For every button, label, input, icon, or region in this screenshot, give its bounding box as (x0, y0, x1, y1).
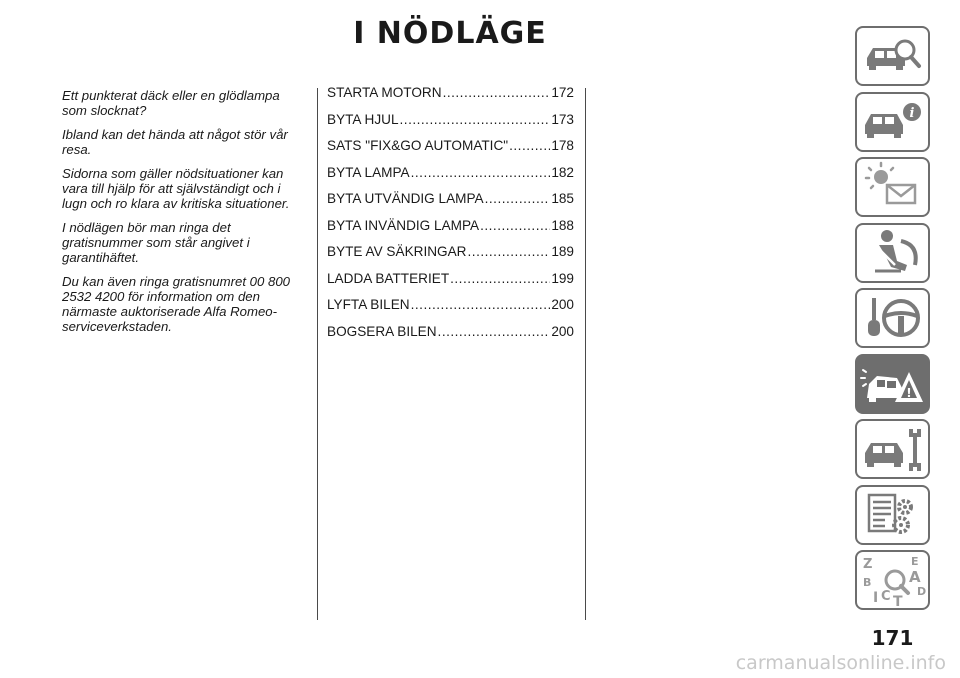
tab-emergency[interactable] (855, 354, 930, 414)
tab-technical-data[interactable] (855, 485, 930, 545)
tab-controls[interactable] (855, 288, 930, 348)
toc-page-number: 178 (551, 138, 574, 153)
tab-maintenance[interactable] (855, 419, 930, 479)
page-title: I NÖDLÄGE (353, 16, 547, 51)
toc-item-lyfta-bilen[interactable] (327, 297, 574, 324)
index-letter: I (873, 590, 879, 606)
alphabetical-index-icon (857, 552, 928, 608)
toc-page-number: 172 (551, 85, 574, 100)
technical-data-icon (857, 487, 928, 543)
toc-leader (438, 324, 551, 339)
tab-car-info[interactable] (855, 92, 930, 152)
toc-page-number: 185 (551, 191, 574, 206)
svg-text:!: ! (906, 385, 912, 400)
chapter-tabs (855, 26, 934, 616)
toc-page-number: 199 (551, 270, 574, 286)
toc-page-number: 188 (551, 217, 574, 233)
toc-label: LYFTA BILEN (327, 297, 410, 312)
toc-leader (443, 85, 551, 100)
key-steering-wheel-icon (857, 290, 928, 346)
toc-item-sats-fix-go[interactable] (327, 138, 574, 165)
toc-leader (411, 297, 551, 312)
toc-item-bogsera-bilen[interactable] (327, 324, 574, 351)
index-letter: A (909, 568, 921, 586)
car-search-icon (857, 28, 928, 84)
car-emergency-icon (857, 356, 928, 412)
index-letter: C (881, 589, 891, 604)
toc-item-byte-av-sakringar[interactable] (327, 244, 574, 271)
toc-leader (450, 271, 550, 286)
toc-label: STARTA MOTORN (327, 85, 442, 100)
toc-label: BYTA HJUL (327, 111, 399, 127)
tab-car-search[interactable] (855, 26, 930, 86)
table-of-contents (327, 85, 574, 350)
toc-item-starta-motorn[interactable] (327, 85, 574, 112)
toc-page-number: 189 (551, 244, 574, 259)
toc-page-number: 200 (551, 297, 574, 312)
toc-item-byta-hjul[interactable] (327, 112, 574, 139)
toc-item-ladda-batteriet[interactable] (327, 271, 574, 298)
toc-leader (411, 165, 551, 180)
toc-label: BYTA UTVÄNDIG LAMPA (327, 191, 484, 206)
intro-paragraph: I nödlägen bör man ringa det gratisnummer som står angivet i garantihäftet. (62, 220, 250, 265)
toc-page-number: 182 (551, 164, 574, 180)
warning-lights-icon (857, 159, 928, 215)
toc-label: LADDA BATTERIET (327, 270, 450, 286)
tab-alphabetical-index[interactable] (855, 550, 930, 610)
toc-label: BOGSERA BILEN (327, 323, 437, 339)
toc-label: BYTE AV SÄKRINGAR (327, 244, 467, 259)
toc-leader (400, 112, 551, 127)
toc-leader (480, 218, 550, 233)
toc-label: BYTA INVÄNDIG LAMPA (327, 217, 480, 233)
toc-leader (468, 244, 551, 259)
svg-text:i: i (909, 105, 915, 121)
toc-page-number: 200 (551, 323, 574, 339)
column-divider (317, 88, 318, 620)
toc-label: SATS "FIX&GO AUTOMATIC" (327, 138, 509, 153)
intro-paragraph: Ett punkterat däck eller en glödlampa som slocknat? (62, 88, 280, 118)
seatbelt-airbag-icon (857, 225, 928, 281)
intro-paragraph: Ibland kan det hända att något stör vår resa. (62, 127, 288, 157)
intro-paragraph: Sidorna som gäller nödsituationer kan vara till hjälp för att självständigt och i lugn och ro klara av kritiska situationer. (62, 166, 290, 211)
toc-item-byta-invandig-lampa[interactable] (327, 218, 574, 245)
toc-leader (509, 138, 550, 153)
toc-item-byta-lampa[interactable] (327, 165, 574, 192)
toc-item-byta-utvandig-lampa[interactable] (327, 191, 574, 218)
index-letter: T (893, 594, 903, 608)
toc-leader (485, 191, 551, 206)
toc-page-number: 173 (551, 111, 574, 127)
intro-text (62, 88, 306, 343)
page-number: 171 (871, 626, 914, 650)
index-letter: D (917, 585, 927, 598)
toc-label: BYTA LAMPA (327, 164, 410, 180)
watermark: carmanualsonline.info (735, 652, 946, 674)
tab-safety[interactable] (855, 223, 930, 283)
index-letter: Z (863, 557, 873, 572)
car-maintenance-icon (857, 421, 928, 477)
index-letter: E (911, 555, 919, 568)
column-divider (585, 88, 586, 620)
tab-warning-lights[interactable] (855, 157, 930, 217)
index-letter: B (863, 576, 872, 589)
car-info-icon (857, 94, 928, 150)
intro-paragraph: Du kan även ringa gratisnumret 00 800 2532 4200 för information om den närmaste auktoriserade Alfa Romeo-serviceverkstaden. (62, 274, 290, 334)
